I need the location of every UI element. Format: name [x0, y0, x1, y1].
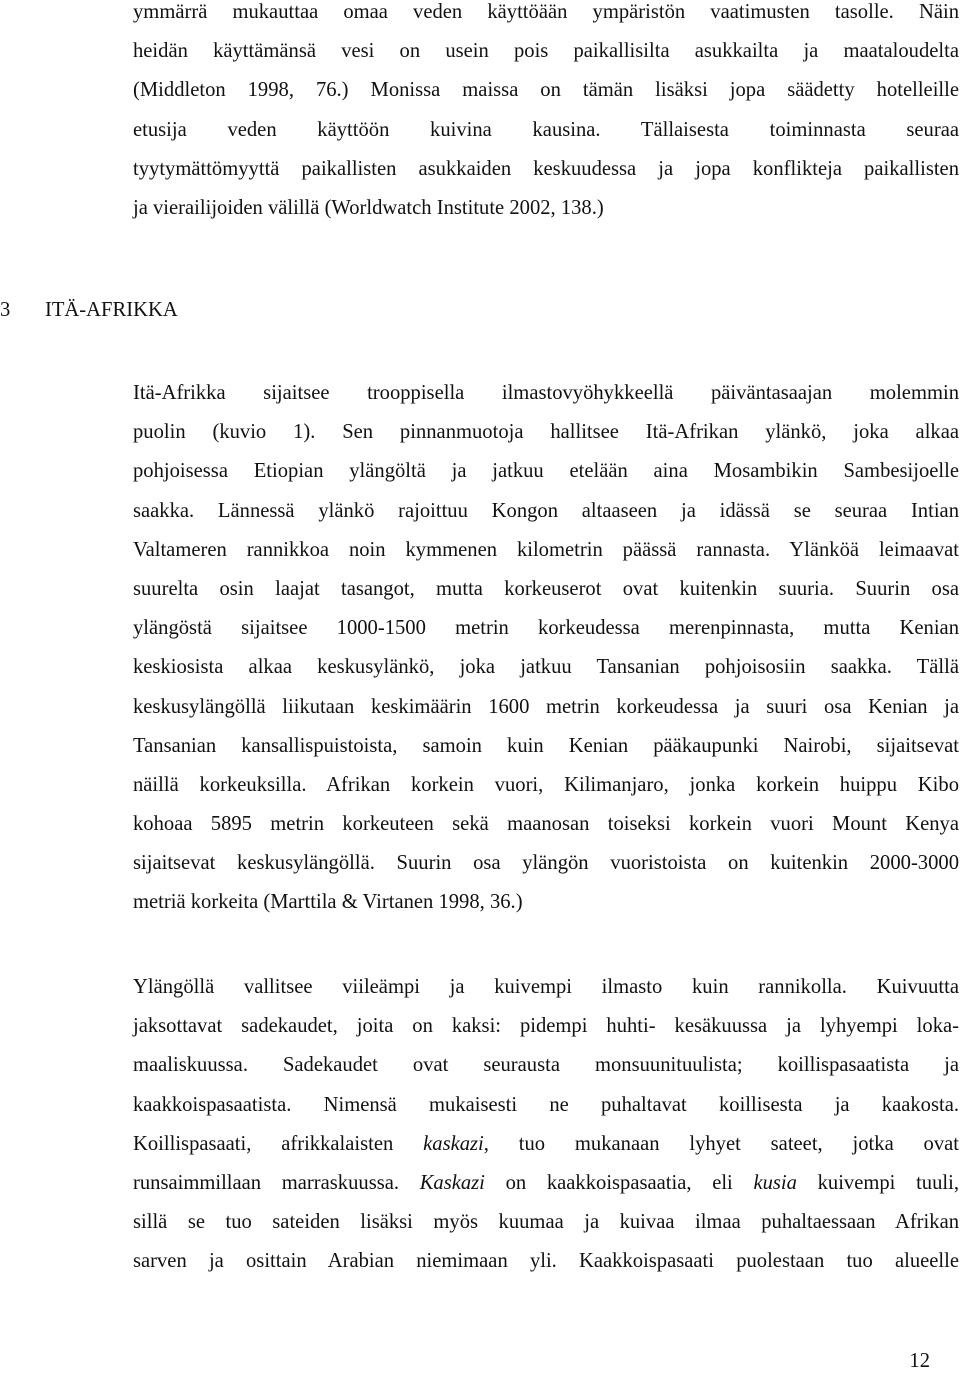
text-line: etusija veden käyttöön kuivina kausina. Tällaisesta toiminnasta seuraa: [133, 118, 959, 141]
text-line: ymmärrä mukauttaa omaa veden käyttöään ympäristön vaatimusten tasolle. Näin: [133, 1, 959, 23]
text-line: pohjoisessa Etiopian ylängöltä ja jatkuu etelään aina Mosambikin Sambesijoelle: [133, 460, 959, 483]
text-run: Koillispasaati, afrikkalaisten: [133, 1132, 424, 1155]
italic-term: Kaskazi: [419, 1171, 485, 1194]
text-line: näillä korkeuksilla. Afrikan korkein vuori, Kilimanjaro, jonka korkein huippu Kibo: [133, 773, 959, 796]
section-heading: [0, 291, 178, 330]
text-line: saakka. Lännessä ylänkö rajoittuu Kongon altaaseen ja idässä se seuraa Intian: [133, 499, 959, 522]
text-line: Valtameren rannikkoa noin kymmenen kilometrin päässä rannasta. Ylänköä leimaavat: [133, 538, 959, 561]
text-run: on kaakkoispasaatia, eli: [484, 1171, 754, 1194]
italic-term: kaskazi: [423, 1132, 484, 1155]
section-number: 3: [0, 299, 11, 321]
text-line: Ylängöllä vallitsee viileämpi ja kuivempi ilmasto kuin rannikolla. Kuivuutta: [133, 976, 959, 998]
text-line: jaksottavat sadekaudet, joita on kaksi: pidempi huhti- kesäkuussa ja lyhyempi loka-: [133, 1015, 959, 1038]
text-line: ylängöstä sijaitsee 1000-1500 metrin korkeudessa merenpinnasta, mutta Kenian: [133, 617, 959, 640]
text-line: sijaitsevat keskusylängöllä. Suurin osa ylängön vuoristoista on kuitenkin 2000-3000: [133, 852, 959, 875]
text-line: [133, 1125, 959, 1164]
text-line: [133, 1164, 959, 1203]
text-line: puolin (kuvio 1). Sen pinnanmuotoja hallitsee Itä-Afrikan ylänkö, joka alkaa: [133, 421, 959, 444]
text-run: runsaimmillaan marraskuussa.: [133, 1171, 420, 1194]
text-line: heidän käyttämänsä vesi on usein pois paikallisilta asukkailta ja maataloudelta: [133, 40, 959, 63]
paragraph-second: [133, 374, 959, 923]
text-line: metriä korkeita (Marttila & Virtanen 1998, 36.): [133, 891, 523, 914]
text-run: , tuo mukanaan lyhyet sateet, jotka ovat: [483, 1132, 959, 1155]
text-line: ja vierailijoiden välillä (Worldwatch Institute 2002, 138.): [133, 196, 604, 219]
text-line: keskusylängöllä liikutaan keskimäärin 1600 metrin korkeudessa ja suuri osa Kenian ja: [133, 695, 959, 718]
text-line: maaliskuussa. Sadekaudet ovat seurausta monsuunituulista; koillispasaatista ja: [133, 1054, 959, 1077]
text-line: Tansanian kansallispuistoista, samoin kuin Kenian pääkaupunki Nairobi, sijaitsevat: [133, 734, 959, 757]
text-line: kaakkoispasaatista. Nimensä mukaisesti ne puhaltavat koillisesta ja kaakosta.: [133, 1093, 959, 1116]
text-run: kuivempi tuuli,: [796, 1171, 959, 1194]
text-line: kohoaa 5895 metrin korkeuteen sekä maanosan toiseksi korkein vuori Mount Kenya: [133, 813, 959, 836]
text-line: suurelta osin laajat tasangot, mutta korkeuserot ovat kuitenkin suuria. Suurin osa: [133, 577, 959, 600]
paragraph-third: [133, 968, 959, 1282]
text-line: sarven ja osittain Arabian niemimaan yli. Kaakkoispasaati puolestaan tuo alueelle: [133, 1250, 959, 1273]
text-line: keskiosista alkaa keskusylänkö, joka jatkuu Tansanian pohjoisosiin saakka. Tällä: [133, 656, 959, 679]
page-number: 12: [909, 1350, 930, 1372]
text-line: tyytymättömyyttä paikallisten asukkaiden keskuudessa ja jopa konflikteja paikallisten: [133, 157, 959, 180]
paragraph-top: [133, 0, 959, 228]
text-line: (Middleton 1998, 76.) Monissa maissa on tämän lisäksi jopa säädetty hotelleille: [133, 79, 959, 102]
italic-term: kusia: [753, 1171, 797, 1194]
text-line: sillä se tuo sateiden lisäksi myös kuumaa ja kuivaa ilmaa puhaltaessaan Afrikan: [133, 1211, 959, 1234]
text-line: Itä-Afrikka sijaitsee trooppisella ilmastovyöhykkeellä päiväntasaajan molemmin: [133, 382, 959, 404]
section-title: ITÄ-AFRIKKA: [45, 299, 178, 321]
